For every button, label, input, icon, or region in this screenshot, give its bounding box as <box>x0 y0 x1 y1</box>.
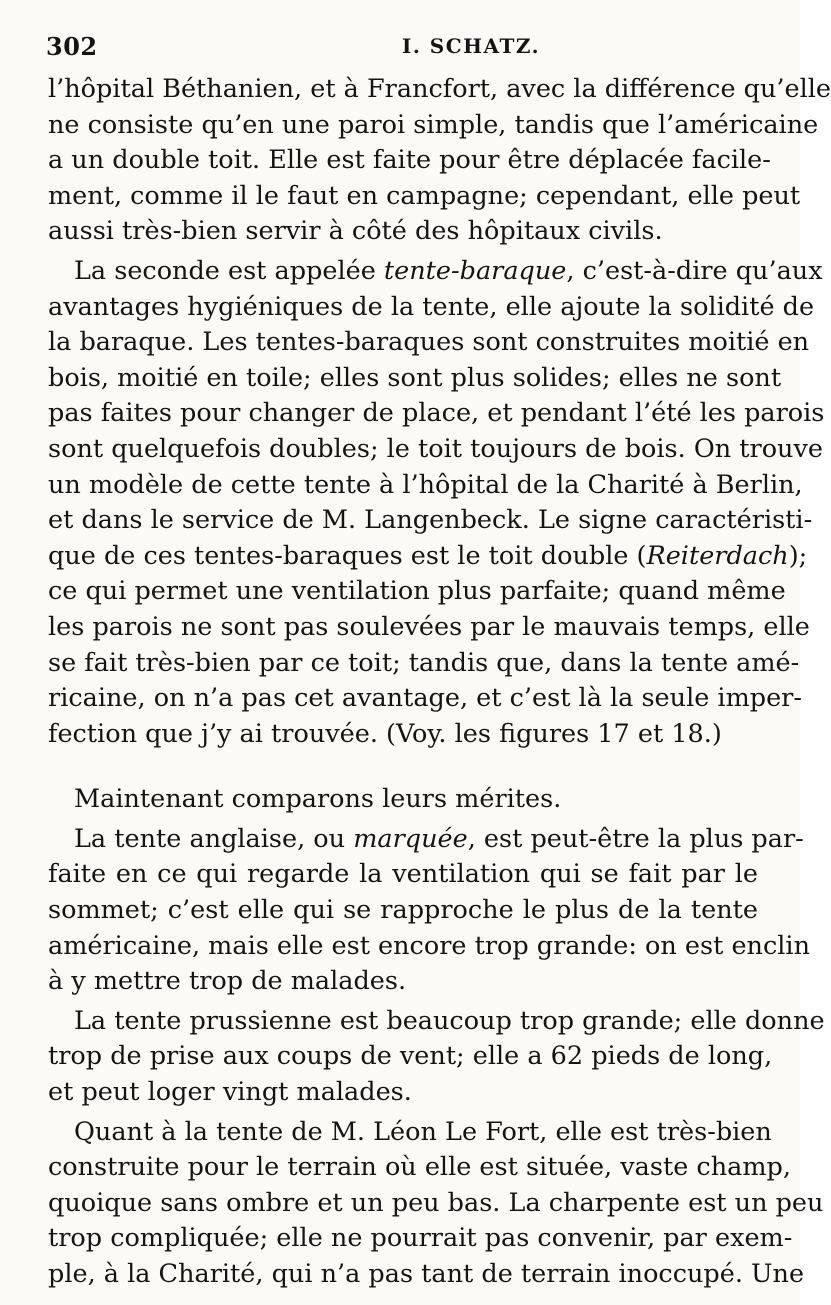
paragraph <box>48 1115 824 1293</box>
text-line: construite pour le terrain où elle est située, vaste champ, <box>48 1152 791 1183</box>
text-line: faite en ce qui regarde la ventilation qui se fait par le <box>48 859 758 890</box>
text-line: ne consiste qu’en une paroi simple, tandis que l’américaine <box>48 109 819 140</box>
paragraph <box>48 782 758 818</box>
text-run: ); <box>788 540 808 571</box>
text-run: , c’est-à-dire qu’aux <box>566 255 823 286</box>
italic-term: Reiterdach <box>646 540 789 571</box>
text-line: ce qui permet une ventilation plus parfaite; quand même <box>48 576 786 607</box>
text-line: un modèle de cette tente à l’hôpital de la Charité à Berlin, <box>48 469 803 500</box>
text-line: l’hôpital Béthanien, et à Francfort, avec la différence qu’elle <box>48 74 831 104</box>
text-line <box>48 822 804 858</box>
text-line: américaine, mais elle est encore trop grande: on est enclin <box>48 930 810 961</box>
page-header <box>46 32 758 66</box>
text-line: et peut loger vingt malades. <box>48 1077 412 1108</box>
text-line: Maintenant comparons leurs mérites. <box>74 784 562 815</box>
text-line: avantages hygiéniques de la tente, elle ajoute la solidité de <box>48 291 815 322</box>
text-line: la baraque. Les tentes-baraques sont construites moitié en <box>48 327 810 358</box>
text-line: ment, comme il le faut en campagne; cependant, elle peut <box>48 180 801 211</box>
text-line <box>48 539 808 575</box>
text-line: les parois ne sont pas soulevées par le mauvais temps, elle <box>48 611 810 642</box>
running-head: I. SCHATZ. <box>402 34 541 58</box>
paragraph <box>48 1004 825 1111</box>
paragraph <box>48 72 831 250</box>
italic-term: marquée <box>353 823 468 854</box>
text-line: ricaine, on n’a pas cet avantage, et c’est là la seule imper- <box>48 683 802 714</box>
text-line: à y mettre trop de malades. <box>48 966 407 997</box>
text-run: La tente anglaise, ou <box>74 823 354 854</box>
text-line: quoique sans ombre et un peu bas. La charpente est un peu <box>48 1187 824 1218</box>
page-number: 302 <box>46 32 98 61</box>
text-line: et dans le service de M. Langenbeck. Le signe caractéristi- <box>48 505 813 536</box>
text-line: Quant à la tente de M. Léon Le Fort, elle est très-bien <box>74 1116 772 1147</box>
text-line: bois, moitié en toile; elles sont plus solides; elles ne sont <box>48 362 782 393</box>
text-line <box>48 254 823 290</box>
text-line: trop de prise aux coups de vent; elle a 62 pieds de long, <box>48 1041 773 1072</box>
text-line: sommet; c’est elle qui se rapproche le plus de la tente <box>48 895 758 926</box>
text-line: se fait très-bien par ce toit; tandis que, dans la tente amé- <box>48 647 800 678</box>
text-line: trop compliquée; elle ne pourrait pas convenir, par exem- <box>48 1223 793 1254</box>
text-line: fection que j’y ai trouvée. (Voy. les figures 17 et 18.) <box>48 718 722 749</box>
body-text <box>48 72 831 1293</box>
italic-term: tente-baraque <box>383 255 567 286</box>
paragraph-spacer <box>48 752 758 782</box>
paragraph <box>48 254 825 752</box>
text-line: ple, à la Charité, qui n’a pas tant de terrain inoccupé. Une <box>48 1259 805 1289</box>
text-line: aussi très-bien servir à côté des hôpitaux civils. <box>48 216 663 247</box>
paragraph <box>48 822 810 1000</box>
text-line: pas faites pour changer de place, et pendant l’été les parois <box>48 398 825 429</box>
text-run: que de ces tentes-baraques est le toit double ( <box>48 540 647 571</box>
text-line: a un double toit. Elle est faite pour être déplacée facile- <box>48 145 771 176</box>
text-run: La seconde est appelée <box>74 255 384 286</box>
text-line: La tente prussienne est beaucoup trop grande; elle donne <box>74 1005 825 1036</box>
text-line: sont quelquefois doubles; le toit toujours de bois. On trouve <box>48 433 823 464</box>
text-run: , est peut-être la plus par- <box>467 823 804 854</box>
